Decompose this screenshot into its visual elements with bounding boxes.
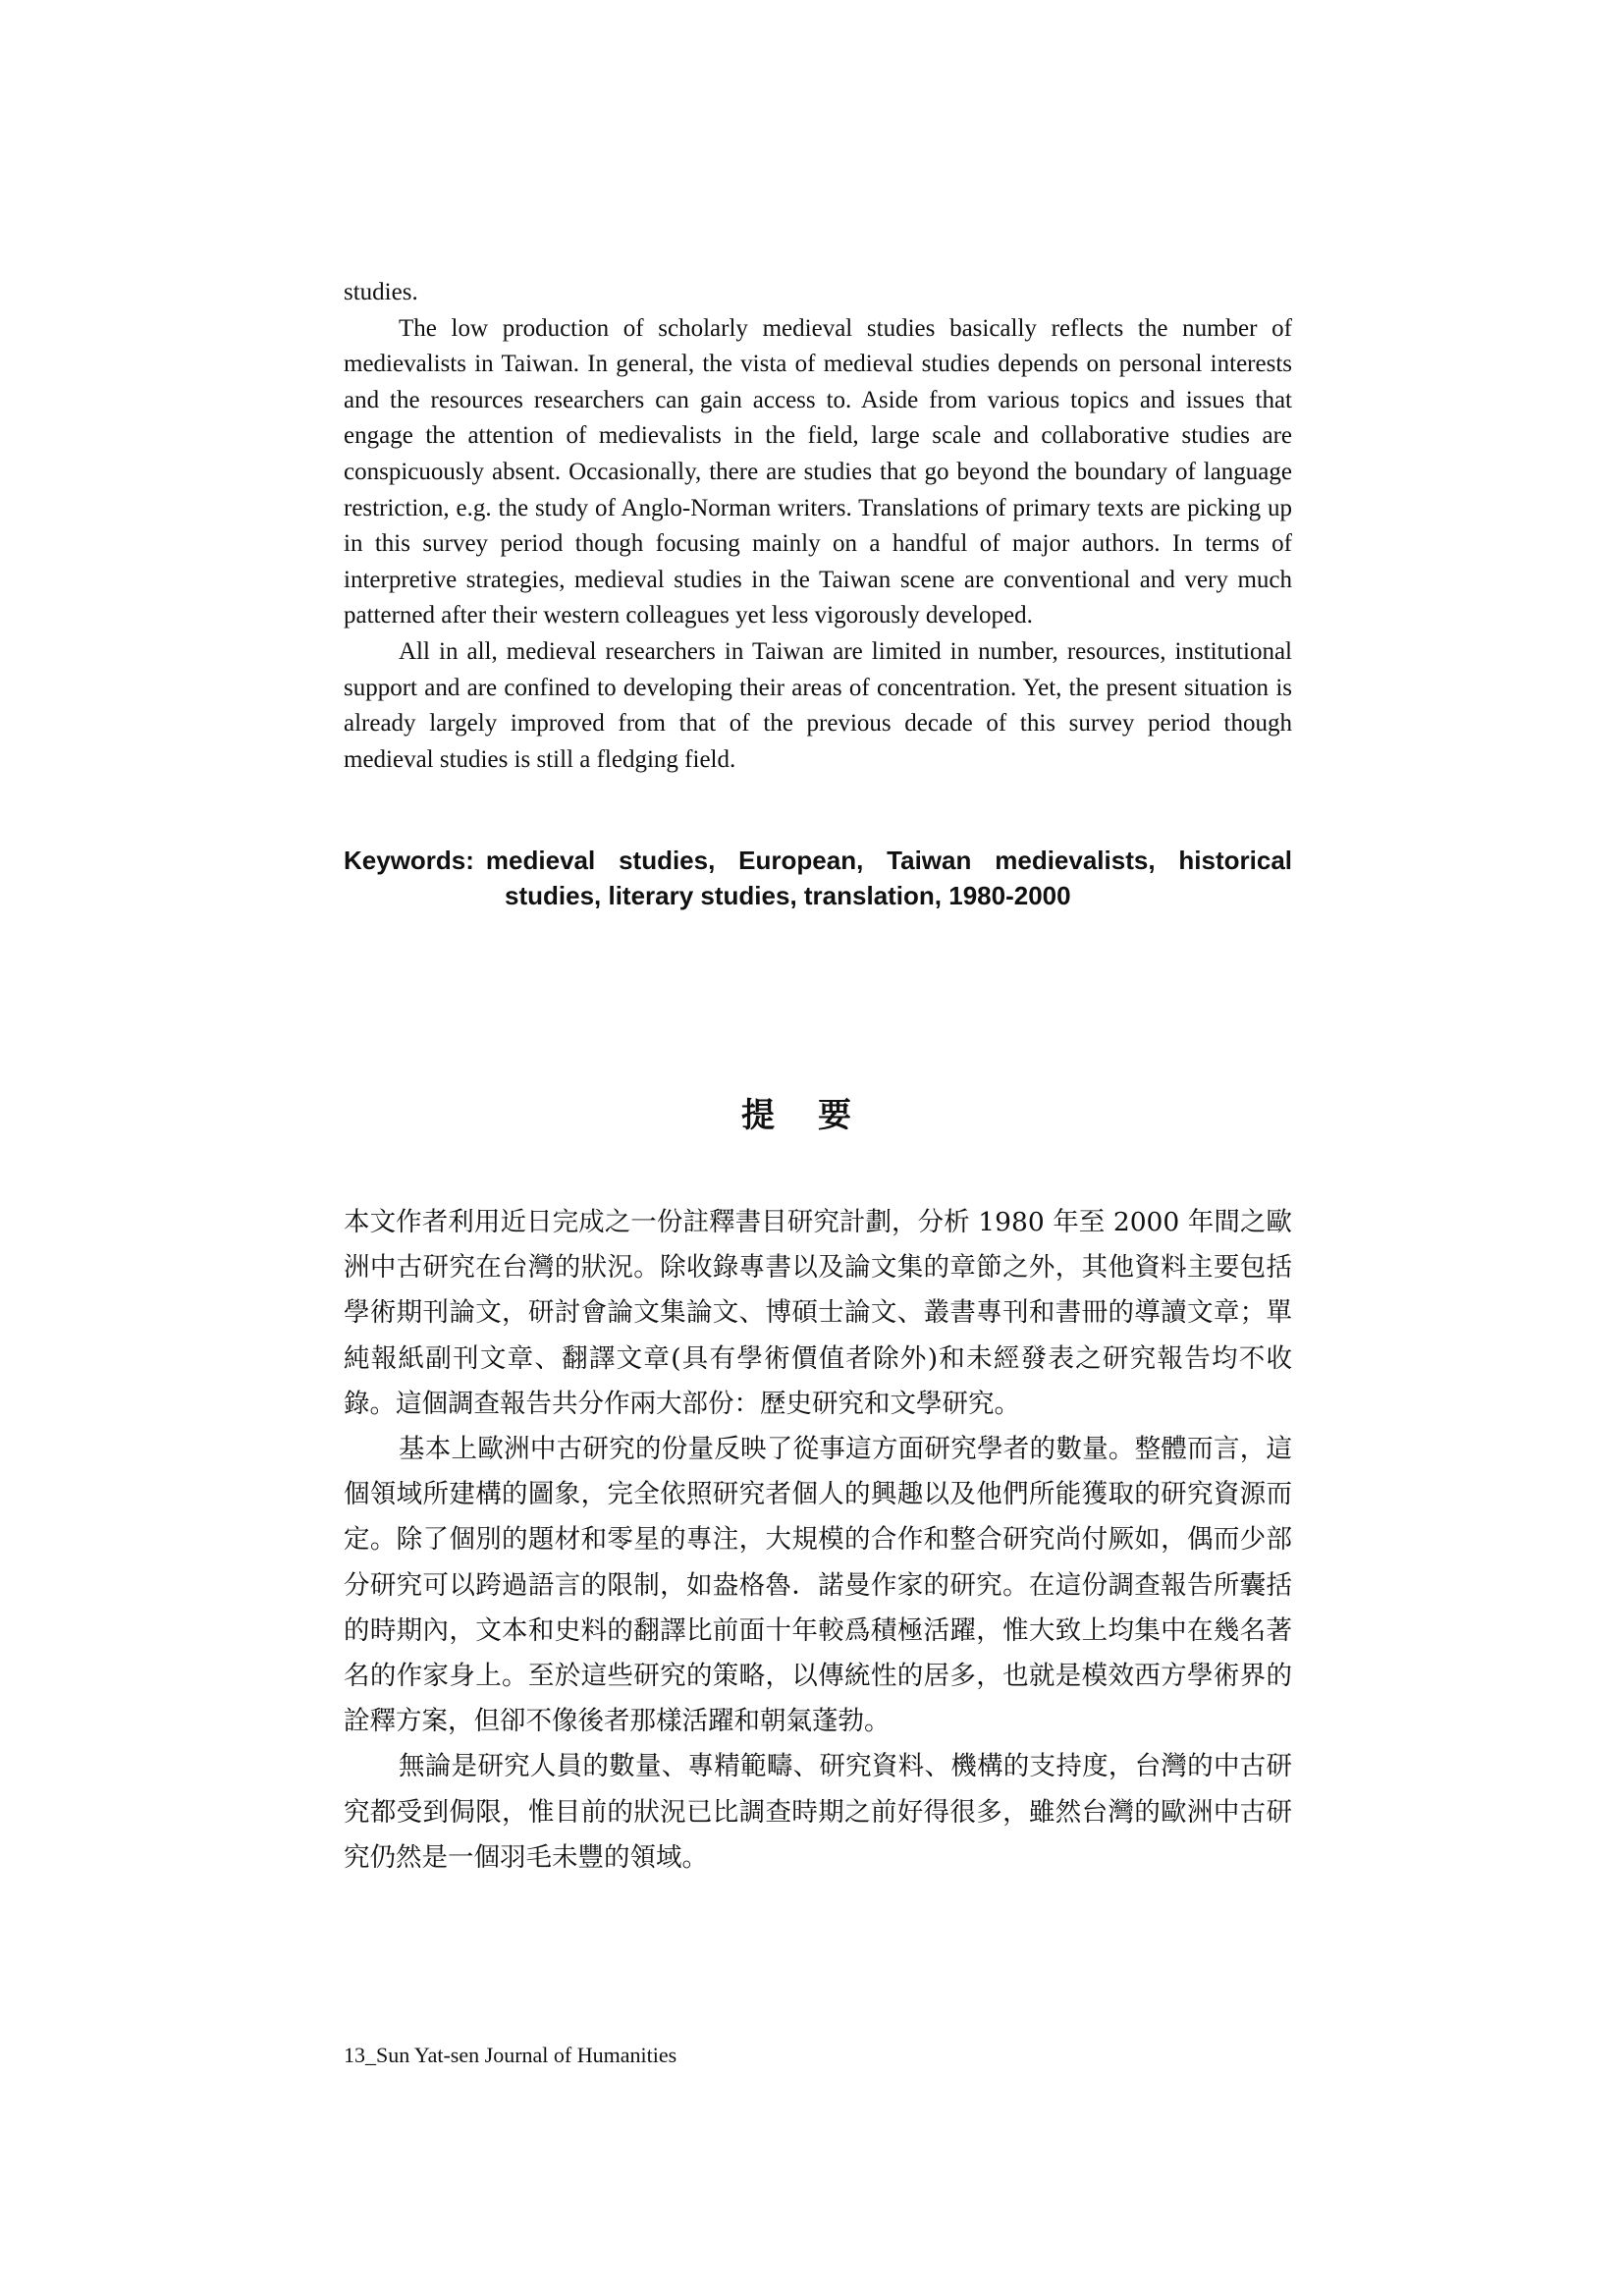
page-content [344,275,1292,1873]
english-paragraph: studies. [344,279,418,305]
chinese-paragraph: 無論是研究人員的數量、專精範疇、研究資料、機構的支持度，台灣的中古研究都受到侷限，惟目前的狀況已比調查時期之前好得很多，雖然台灣的歐洲中古研究仍然是一個羽毛未豐的領域。 [344,1751,1292,1873]
chinese-abstract [344,1200,1292,1881]
keywords-line-1: medieval studies, European, Taiwan medievalists, historical [485,846,1292,875]
english-paragraph: The low production of scholarly medieval studies basically reflects the number of medievalists in Taiwan. In general, the vista of medieval studies depends on personal interests and the resources researchers can gain access to. Aside from various topics and issues that engage the attention of medievalists in the field, large scale and collaborative studies are conspicuously absent. Occasionally, there are studies that go beyond the boundary of language restriction, e.g. the study of Anglo-Norman writers. Translations of primary texts are picking up in this survey period though focusing mainly on a handful of major authors. In terms of interpretive strategies, medieval studies in the Taiwan scene are conventional and very much patterned after their western colleagues yet less vigorously developed. [344,314,1292,629]
english-paragraph: All in all, medieval researchers in Taiwan are limited in number, resources, institutional support and are confined to developing their areas of concentration. Yet, the present situation is already largely improved from that of the previous decade of this survey period though medieval studies is still a fledging field. [344,637,1292,773]
keywords-line-2: studies, literary studies, translation, 1980-2000 [505,881,1071,910]
page-footer: 13_Sun Yat-sen Journal of Humanities [344,2043,677,2067]
chinese-paragraph: 基本上歐洲中古研究的份量反映了從事這方面研究學者的數量。整體而言，這個領域所建構的圖象，完全依照研究者個人的興趣以及他們所能獲取的研究資源而定。除了個別的題材和零星的專注，大規模的合作和整合研究尚付厥如，偶而少部分研究可以跨過語言的限制，如盎格魯．諾曼作家的研究。在這份調查報告所囊括的時期內，文本和史料的翻譯比前面十年較爲積極活躍，惟大致上均集中在幾名著名的作家身上。至於這些研究的策略，以傳統性的居多，也就是模效西方學術界的詮釋方案，但卻不像後者那樣活躍和朝氣蓬勃。 [344,1434,1292,1737]
chinese-paragraph: 本文作者利用近日完成之一份註釋書目研究計劃，分析 1980 年至 2000 年間之歐洲中古研究在台灣的狀況。除收錄專書以及論文集的章節之外，其他資料主要包括學術期刊論文，研討會論文集論文、博碩士論文、叢書專刊和書冊的導讀文章；單純報紙副刊文章、翻譯文章(具有學術價值者除外)和未經發表之研究報告均不收錄。這個調查報告共分作兩大部份：歷史研究和文學研究。 [344,1207,1292,1419]
chinese-abstract-title: 提要 [741,1096,894,1135]
keywords-row [344,843,1292,878]
keywords-label: Keywords: [344,846,474,875]
keywords-block [344,843,1292,913]
english-abstract [344,275,1292,778]
